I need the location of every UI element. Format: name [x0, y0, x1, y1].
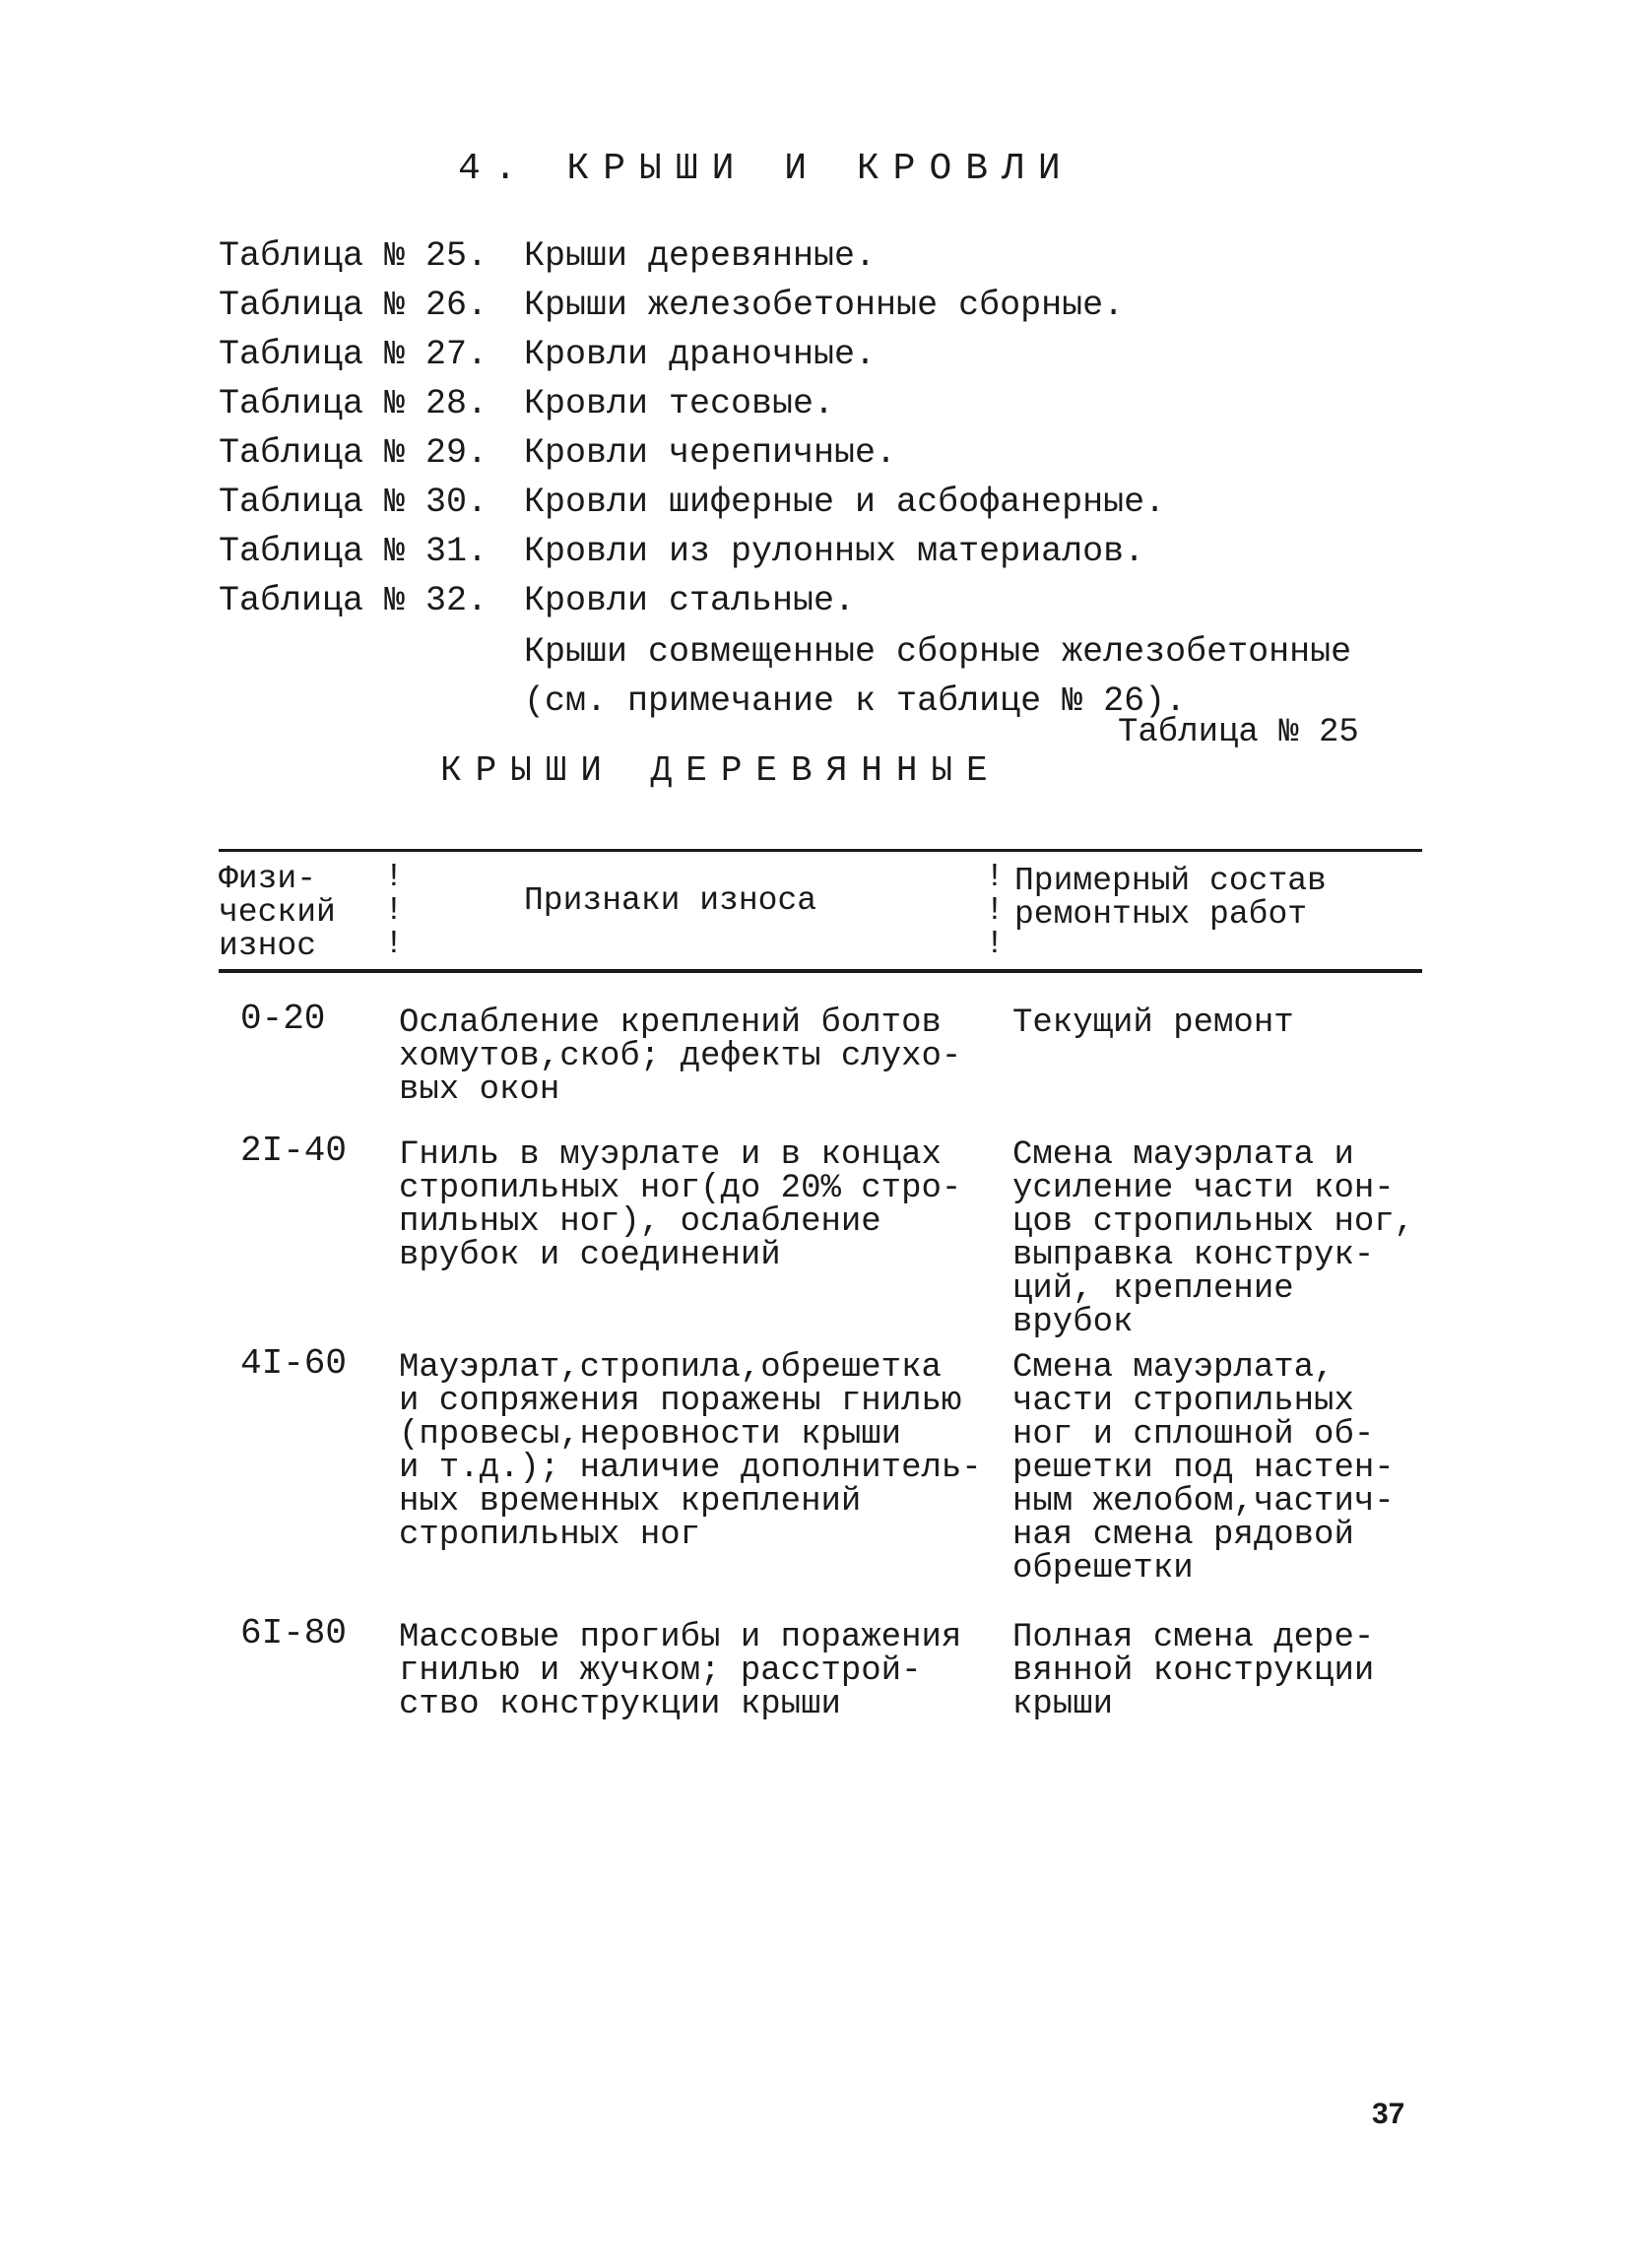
table-list-label: Таблица № 31. [219, 532, 488, 571]
list-item [219, 478, 1165, 527]
header-signs: Признаки износа [524, 882, 817, 919]
table-list-label: Таблица № 30. [219, 483, 488, 522]
table-list-description: Кровли черепичные. [524, 433, 897, 473]
wear-cell: 6I-80 [240, 1613, 348, 1653]
table-list-description: Кровли из рулонных материалов. [524, 532, 1145, 571]
table-list-label: Таблица № 25. [219, 236, 488, 276]
list-item [219, 231, 1165, 281]
repair-cell: Смена мауэрлата, части стропильных ног и сплошной об- решетки под настен- ным желобом,частич- ная смена рядовой обрешетки [1012, 1349, 1395, 1588]
table-list-description: Кровли стальные. [524, 581, 856, 620]
table-top-rule [219, 849, 1422, 852]
table-list-label: Таблица № 26. [219, 286, 488, 325]
list-note: Крыши совмещенные сборные железобетонные (см. примечание к таблице № 26). [524, 632, 1352, 721]
table-list-label: Таблица № 32. [219, 581, 488, 620]
list-item [219, 281, 1165, 330]
repair-cell: Текущий ремонт [1012, 1004, 1294, 1042]
wear-cell: 2I-40 [240, 1131, 348, 1171]
wear-cell: 0-20 [240, 999, 326, 1039]
table-list-description: Крыши деревянные. [524, 236, 877, 276]
list-item [219, 330, 1165, 379]
table-list-label: Таблица № 27. [219, 335, 488, 374]
list-item [219, 527, 1165, 576]
page-number: 37 [1372, 2098, 1405, 2130]
section-title: 4. КРЫШИ И КРОВЛИ [458, 148, 1074, 190]
table-list-description: Кровли шиферные и асбофанерные. [524, 483, 1166, 522]
table-title: КРЫШИ ДЕРЕВЯННЫЕ [440, 750, 1002, 791]
list-item [219, 576, 1165, 625]
signs-cell: Ослабление креплений болтов хомутов,скоб; дефекты слухо- вых окон [399, 1004, 962, 1109]
table-list-label: Таблица № 28. [219, 384, 488, 423]
list-item [219, 428, 1165, 478]
table-list [219, 231, 1165, 625]
header-wear: Физи- ческий износ [219, 861, 336, 964]
header-separator: ! ! ! [384, 859, 404, 962]
wear-cell: 4I-60 [240, 1343, 348, 1384]
table-list-label: Таблица № 29. [219, 433, 488, 473]
header-repair: Примерный состав ремонтных работ [1014, 863, 1327, 933]
table-number: Таблица № 25 [1118, 714, 1359, 751]
table-header-rule [219, 969, 1422, 973]
signs-cell: Мауэрлат,стропила,обрешетка и сопряжения поражены гнилью (провесы,неровности крыши и т.д.); наличие дополнитель- ных временных креплений стропильных ног [399, 1349, 982, 1554]
repair-cell: Полная смена дере- вянной конструкции крыши [1012, 1619, 1375, 1723]
signs-cell: Гниль в муэрлате и в концах стропильных ног(до 20% стро- пильных ног), ослабление врубок и соединений [399, 1136, 962, 1274]
signs-cell: Массовые прогибы и поражения гнилью и жучком; расстрой- ство конструкции крыши [399, 1619, 962, 1723]
header-separator: ! ! ! [985, 859, 1005, 962]
table-list-description: Кровли тесовые. [524, 384, 835, 423]
table-list-description: Кровли драночные. [524, 335, 877, 374]
list-item [219, 379, 1165, 428]
table-list-description: Крыши железобетонные сборные. [524, 286, 1125, 325]
repair-cell: Смена мауэрлата и усиление части кон- цов стропильных ног, выправка конструк- ций, крепление врубок [1012, 1136, 1415, 1341]
